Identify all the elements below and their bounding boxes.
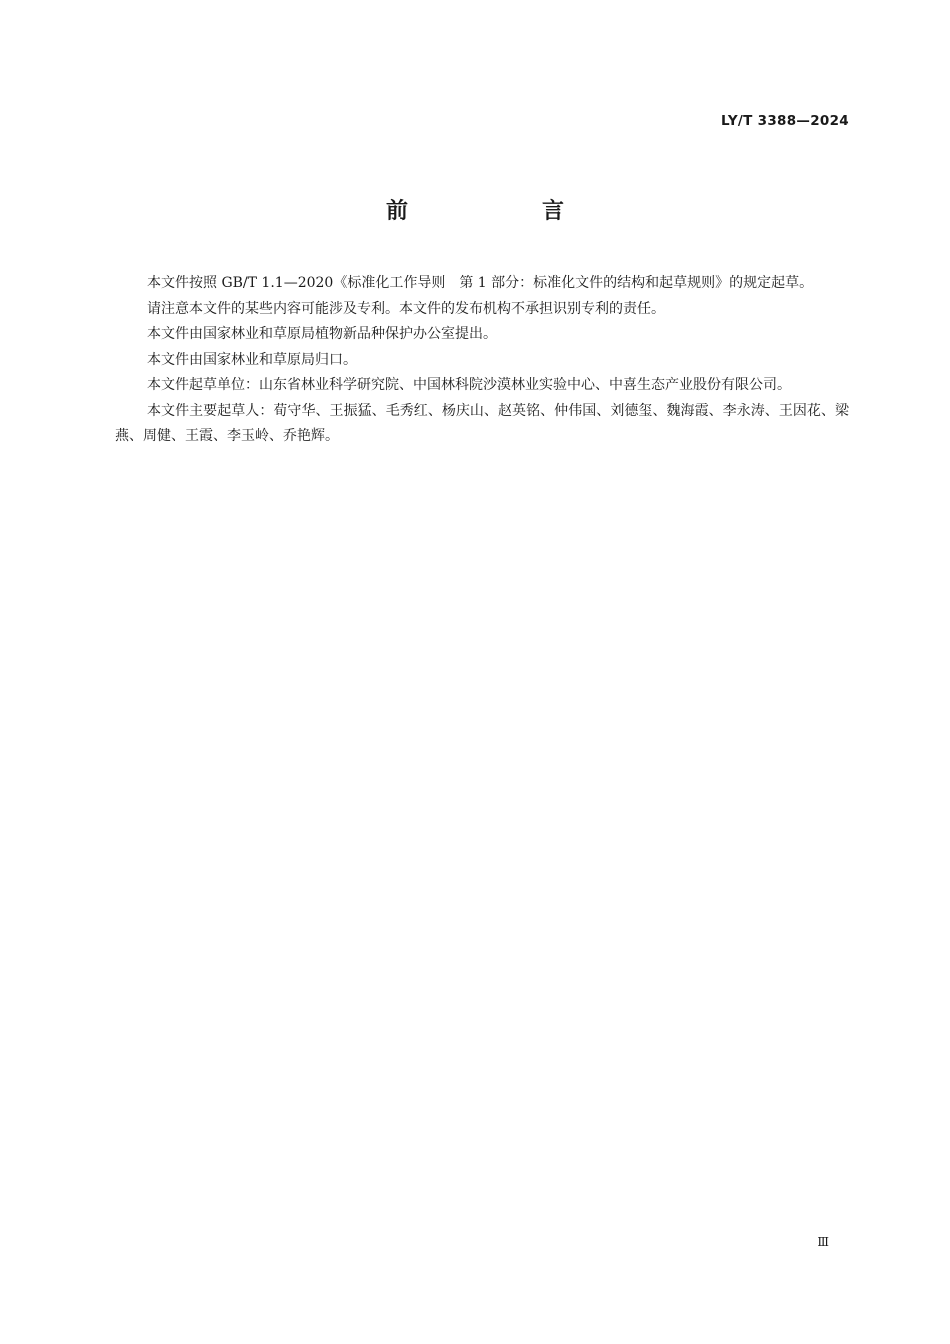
paragraph-drafters: 本文件主要起草人：荀守华、王振猛、毛秀红、杨庆山、赵英铭、仲伟国、刘德玺、魏海霞、李永涛、王因花、梁燕、周健、王霞、李玉岭、乔艳辉。 [115,402,849,444]
foreword-body [115,271,849,450]
page-number: Ⅲ [817,1235,829,1249]
standard-code: LY/T 3388—2024 [721,113,849,129]
paragraph-drafting-units: 本文件起草单位：山东省林业科学研究院、中国林科院沙漠林业实验中心、中喜生态产业股份有限公司。 [147,377,791,393]
paragraph-patent-notice: 请注意本文件的某些内容可能涉及专利。本文件的发布机构不承担识别专利的责任。 [147,300,665,317]
paragraph-centralized-unit: 本文件由国家林业和草原局归口。 [147,351,357,368]
paragraph-drafting-rules: 本文件按照 GB/T 1.1—2020《标准化工作导则 第 1 部分：标准化文件的结构和起草规则》的规定起草。 [147,275,814,291]
paragraph-proposer: 本文件由国家林业和草原局植物新品种保护办公室提出。 [147,326,497,342]
page-title: 前 言 [385,199,620,224]
